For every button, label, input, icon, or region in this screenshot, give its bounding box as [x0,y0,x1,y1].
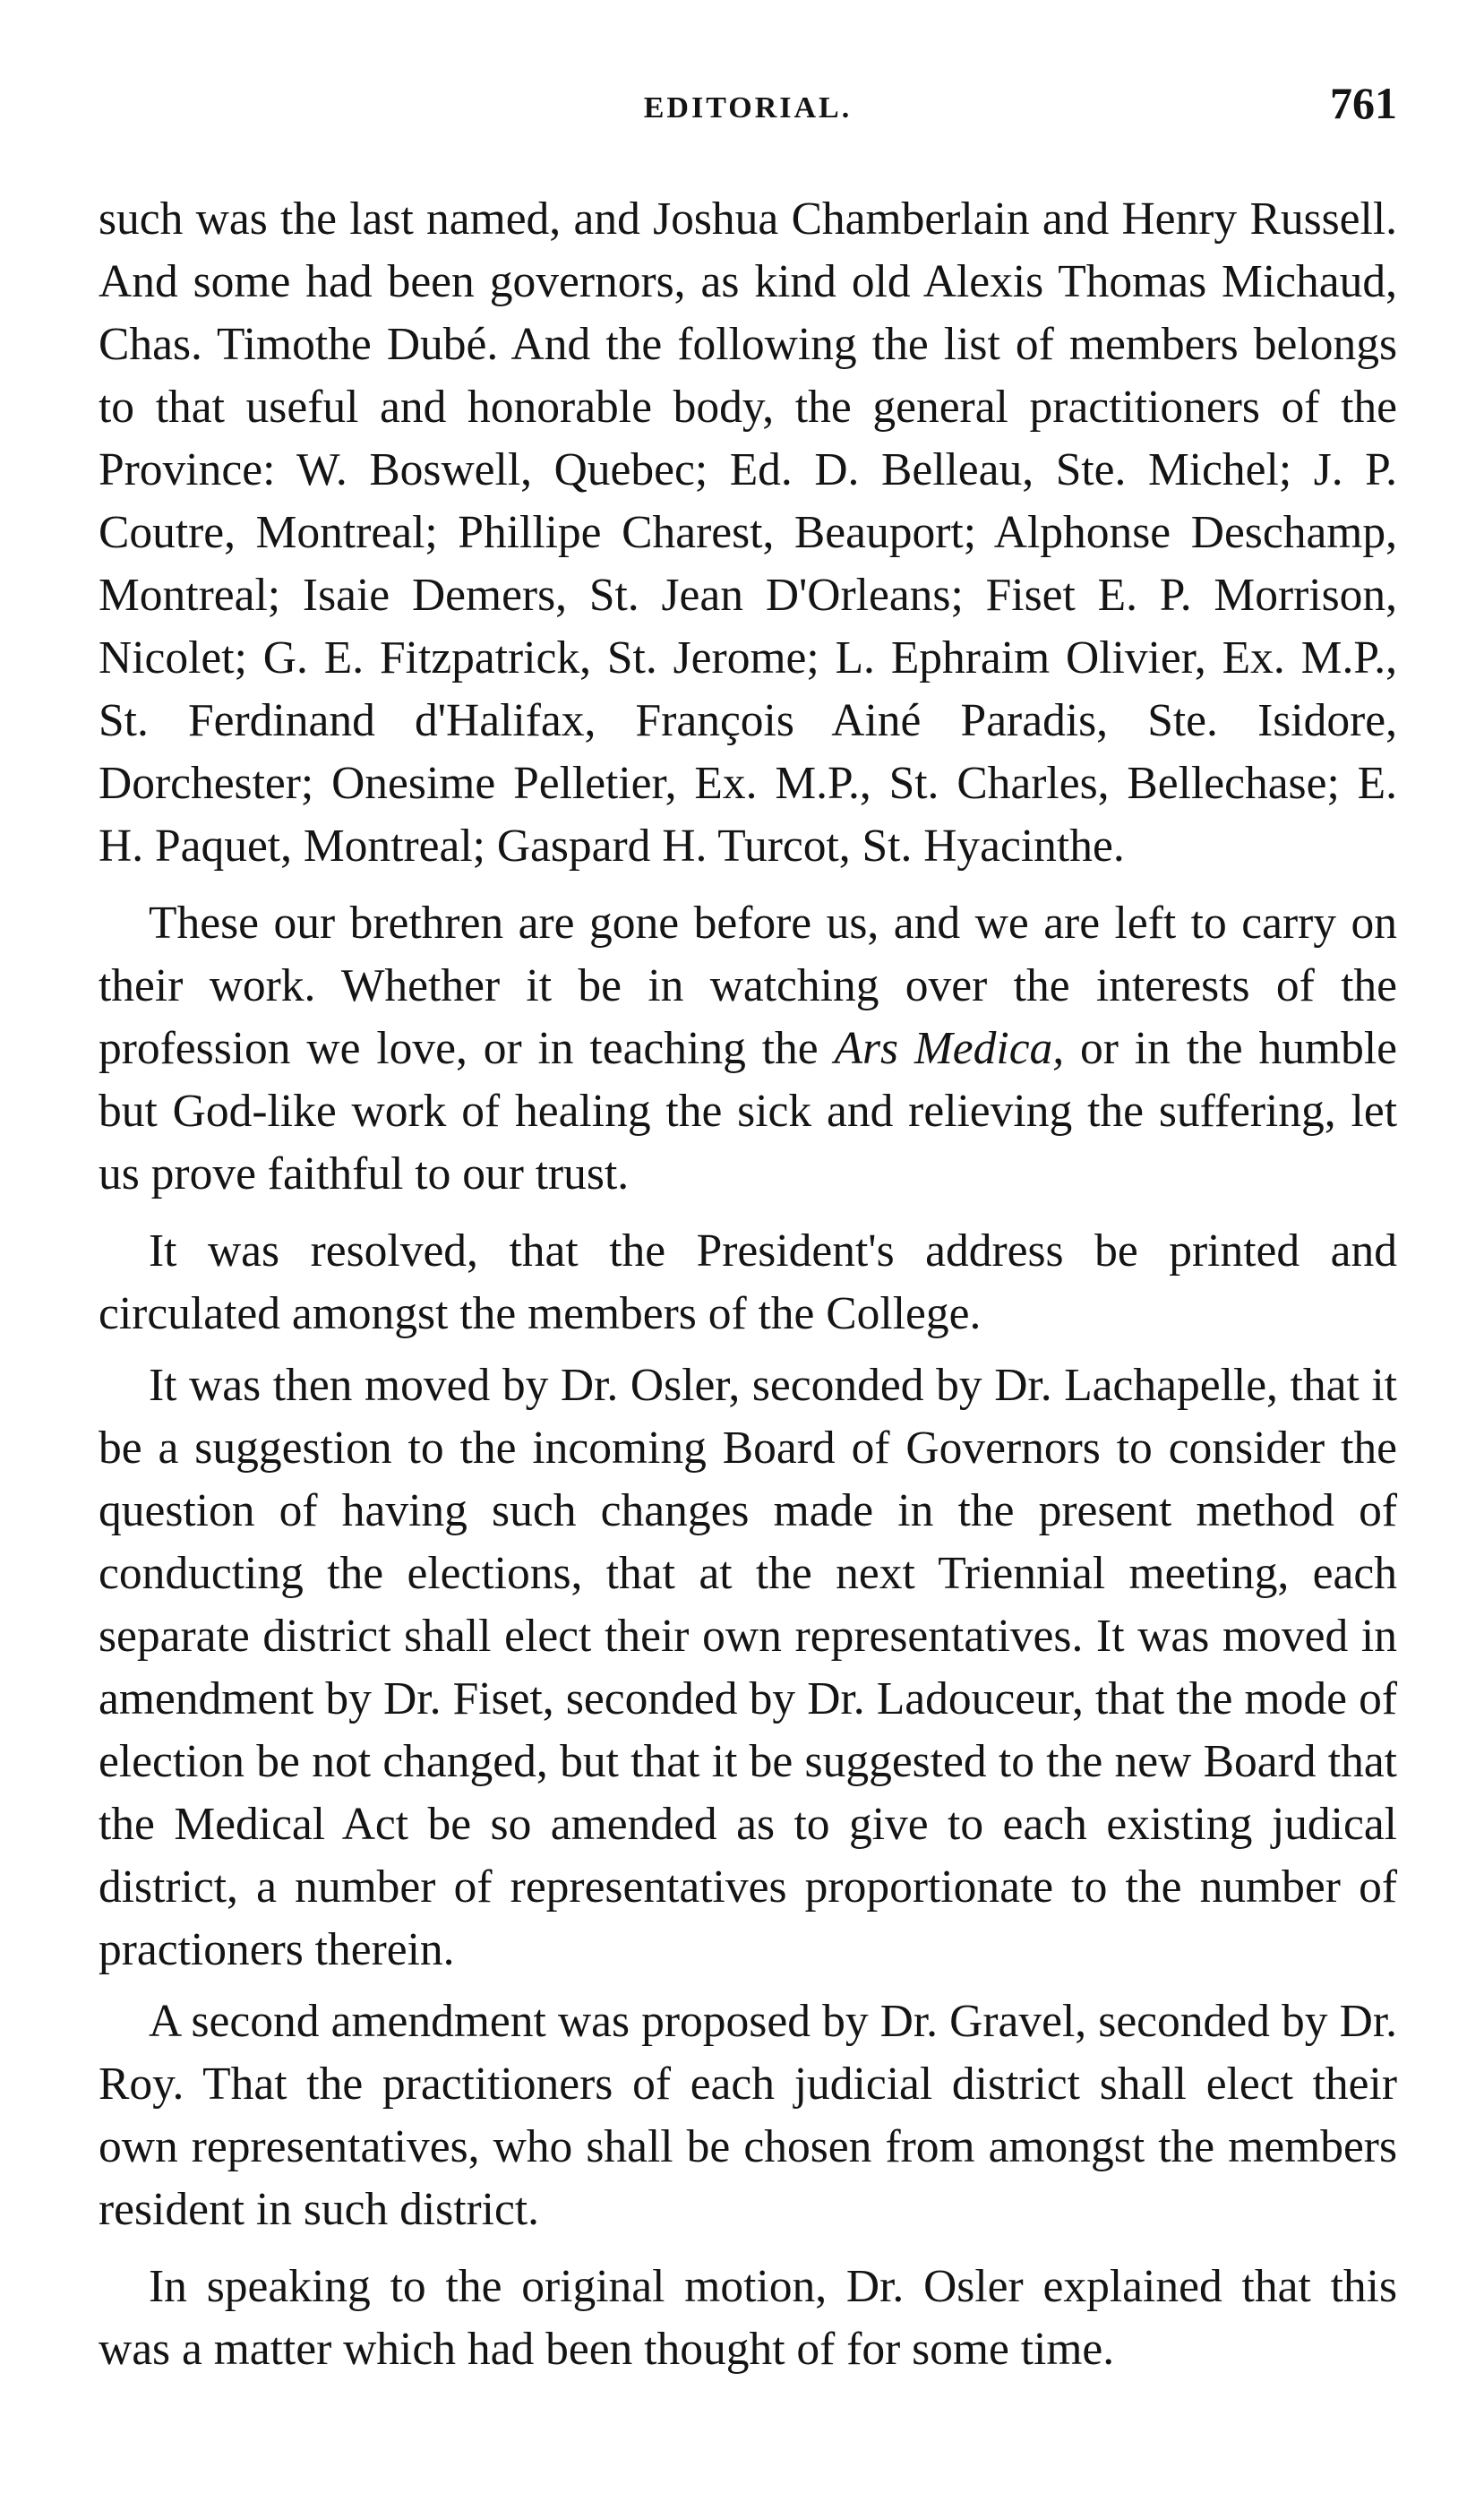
paragraph-members-list: such was the last named, and Joshua Chamberlain and Henry Russell. And some had been governors, as kind old Alexis Thomas Michaud, Chas. Timothe Dubé. And the following the list of members belongs to that useful and honorable body, the general practitioners of the Province: W. Boswell, Quebec; Ed. D. Belleau, Ste. Michel; J. P. Coutre, Montreal; Phillipe Charest, Beauport; Alphonse Deschamp, Montreal; Isaie Demers, St. Jean D'Orleans; Fiset E. P. Morrison, Nicolet; G. E. Fitzpatrick, St. Jerome; L. Ephraim Olivier, Ex. M.P., St. Ferdinand d'Halifax, François Ainé Paradis, Ste. Isidore, Dorchester; Onesime Pelletier, Ex. M.P., St. Charles, Bellechase; E. H. Paquet, Montreal; Gaspard H. Turcot, St. Hyacinthe. [99,193,1397,872]
book-page [99,72,1397,2390]
paragraph-brethren-end: or in the humble but God-like work of healing the sick and relieving the suffering, let us prove faithful to our trust. [99,1023,1397,1199]
ars-medica-italic: Ars Medica, [834,1023,1065,1074]
paragraph-osler-motion: It was then moved by Dr. Osler, seconded by Dr. Lachapelle, that it be a suggestion to the incoming Board of Governors to consider the question of having such changes made in the present method of conducting the elections, that at the next Triennial meeting, each separate district shall elect their own representatives. It was moved in amendment by Dr. Fiset, seconded by Dr. Ladouceur, that the mode of election be not changed, but that it be suggested to the new Board that the Medical Act be so amended as to give to each existing judical district, a number of representatives proportionate to the number of practioners therein. [99,1360,1397,1975]
running-head [99,72,1397,152]
paragraph-osler-explanation: In speaking to the original motion, Dr. Osler explained that this was a matter which had been thought of for some time. [99,2261,1397,2375]
paragraph-brethren-start: These our brethren are gone before us, and we are left to carry on their work. Whether it be in watching over the interests of the profession we love, or in teaching the [99,898,1397,1074]
paragraph-second-amendment: A second amendment was proposed by Dr. Gravel, seconded by Dr. Roy. That the practitioners of each judicial district shall elect their own representatives, who shall be chosen from amongst the members resident in such district. [99,1996,1397,2235]
page-number: 761 [1330,78,1397,128]
body-text [99,188,1397,2381]
running-title: EDITORIAL. [643,91,853,125]
paragraph-resolution: It was resolved, that the President's address be printed and circulated amongst the members of the College. [99,1225,1397,1339]
paragraph-brethren [99,892,1397,1206]
